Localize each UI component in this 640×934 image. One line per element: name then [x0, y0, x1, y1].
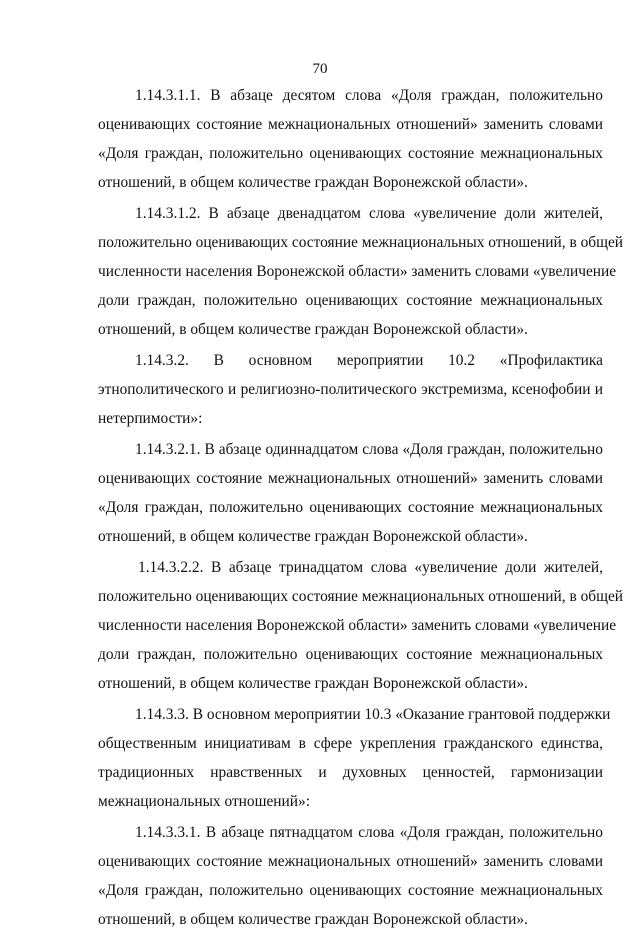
- text-line: 1.14.3.2. В основном мероприятии 10.2 «Профилактика: [135, 352, 603, 369]
- text-line: отношений, в общем количестве граждан Воронежской области».: [98, 675, 528, 692]
- text-line: «Доля граждан, положительно оценивающих состояние межнациональных: [98, 145, 603, 162]
- text-line: отношений, в общем количестве граждан Воронежской области».: [98, 174, 528, 191]
- text-line: межнациональных отношений»:: [98, 793, 310, 810]
- paragraph-1-14-3-1-2: [98, 199, 624, 344]
- text-line: доли граждан, положительно оценивающих состояние межнациональных: [98, 646, 603, 663]
- text-line: доли граждан, положительно оценивающих состояние межнациональных: [98, 292, 603, 309]
- text-line: общественным инициативам в сфере укрепления гражданского единства,: [98, 735, 603, 752]
- text-line: 1.14.3.1.1. В абзаце десятом слова «Доля граждан, положительно: [135, 87, 603, 104]
- paragraph-1-14-3-3: [98, 700, 611, 816]
- text-line: численности населения Воронежской области» заменить словами «увеличение: [98, 617, 617, 634]
- document-body: [98, 81, 624, 934]
- text-line: 1.14.3.3. В основном мероприятии 10.3 «Оказание грантовой поддержки: [135, 706, 611, 723]
- paragraph-1-14-3-2-2: [98, 553, 624, 698]
- text-line: 1.14.3.2.1. В абзаце одиннадцатом слова «Доля граждан, положительно: [135, 441, 603, 458]
- paragraph-1-14-3-1-1: [98, 81, 603, 197]
- text-line: оценивающих состояние межнациональных отношений» заменить словами: [98, 116, 603, 133]
- page-number: 70: [312, 61, 328, 77]
- text-line: численности населения Воронежской области» заменить словами «увеличение: [98, 263, 617, 280]
- text-line: этнополитического и религиозно-политического экстремизма, ксенофобии и: [98, 381, 603, 398]
- text-line: 1.14.3.2.2. В абзаце тринадцатом слова «увеличение доли жителей,: [138, 559, 603, 576]
- text-line: традиционных нравственных и духовных ценностей, гармонизации: [98, 764, 603, 781]
- text-line: оценивающих состояние межнациональных отношений» заменить словами: [98, 853, 603, 870]
- text-line: оценивающих состояние межнациональных отношений» заменить словами: [98, 470, 603, 487]
- text-line: нетерпимости»:: [98, 410, 203, 427]
- text-line: отношений, в общем количестве граждан Воронежской области».: [98, 321, 528, 338]
- text-line: отношений, в общем количестве граждан Воронежской области».: [98, 528, 528, 545]
- text-line: 1.14.3.1.2. В абзаце двенадцатом слова «увеличение доли жителей,: [135, 205, 603, 222]
- text-line: положительно оценивающих состояние межнациональных отношений, в общей: [98, 234, 624, 251]
- text-line: 1.14.3.3.1. В абзаце пятнадцатом слова «Доля граждан, положительно: [135, 824, 603, 841]
- text-line: «Доля граждан, положительно оценивающих состояние межнациональных: [98, 882, 603, 899]
- paragraph-1-14-3-3-1: [98, 818, 603, 934]
- paragraph-1-14-3-2-1: [98, 435, 603, 551]
- text-line: «Доля граждан, положительно оценивающих состояние межнациональных: [98, 499, 603, 516]
- paragraph-1-14-3-2: [98, 346, 603, 433]
- text-line: положительно оценивающих состояние межнациональных отношений, в общей: [98, 588, 624, 605]
- text-line: отношений, в общем количестве граждан Воронежской области».: [98, 911, 528, 928]
